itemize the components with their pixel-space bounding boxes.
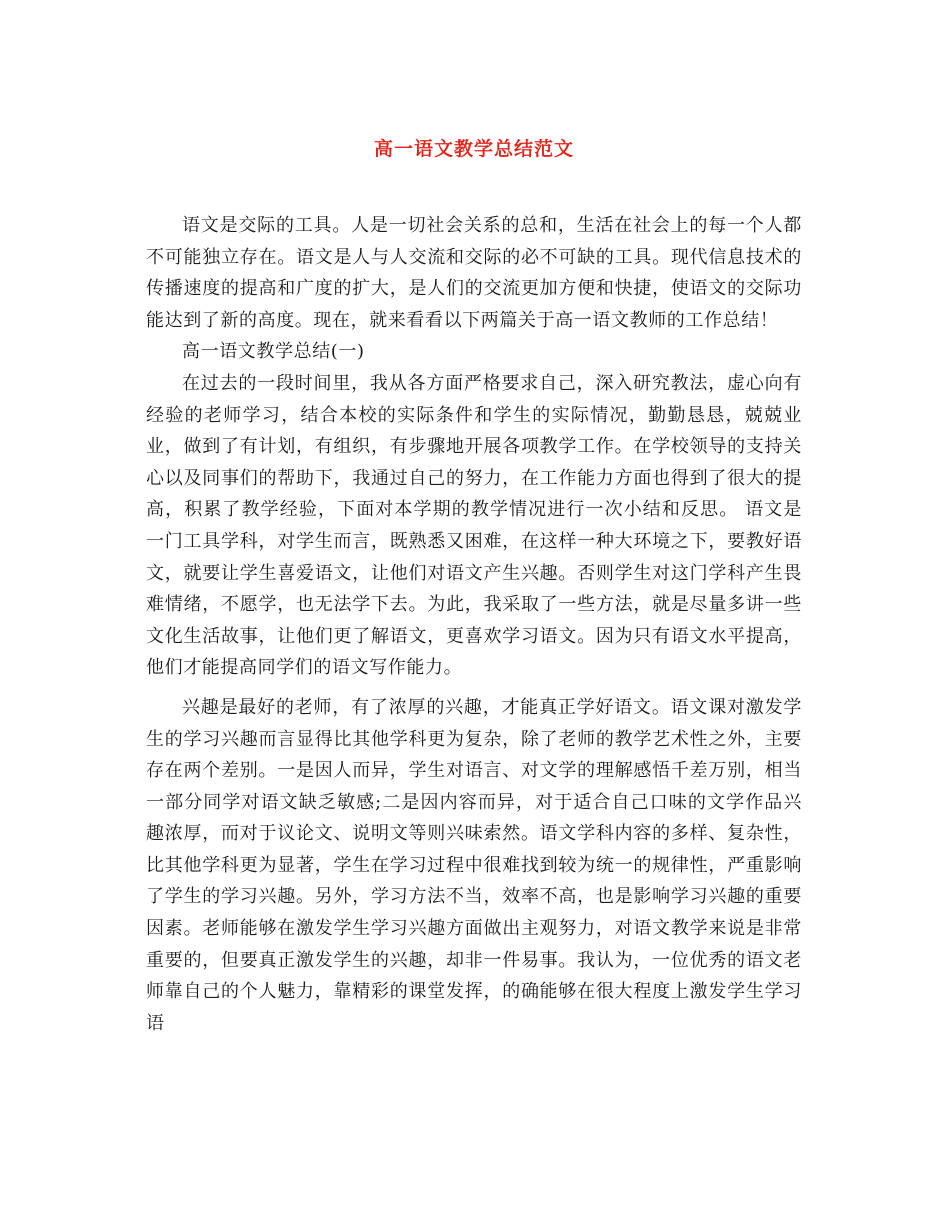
document-title: 高一语文教学总结范文 — [373, 138, 574, 160]
body-paragraph-1: 在过去的一段时间里，我从各方面严格要求自己，深入研究教法，虚心向有经验的老师学习，结合本校的实际条件和学生的实际情况，勤勤恳恳，兢兢业业，做到了有计划，有组织，有步骤地开展各项教学工作。在学校领导的支持关心以及同事们的帮助下，我通过自己的努力，在工作能力方面也得到了很大的提高，积累了教学经验，下面对本学期的教学情况进行一次小结和反思。 语文是一门工具学科，对学生而言，既熟悉又困难，在这样一种大环境之下，要教好语文，就要让学生喜爱语文，让他们对语文产生兴趣。否则学生对这门学科产生畏难情绪，不愿学，也无法学下去。为此，我采取了一些方法，就是尽量多讲一些文化生活故事，让他们更了解语文，更喜欢学习语文。因为只有语文水平提高，他们才能提高同学们的语文写作能力。 — [146, 372, 802, 679]
section-heading: 高一语文教学总结(一) — [182, 341, 365, 363]
document-page — [146, 136, 802, 1039]
body-paragraph-2: 兴趣是最好的老师，有了浓厚的兴趣，才能真正学好语文。语文课对激发学生的学习兴趣而言显得比其他学科更为复杂，除了老师的教学艺术性之外，主要存在两个差别。一是因人而异，学生对语言、对文学的理解感悟千差万别，相当一部分同学对语文缺乏敏感;二是因内容而异，对于适合自己口味的文学作品兴趣浓厚，而对于议论文、说明文等则兴味索然。语文学科内容的多样、复杂性，比其他学科更为显著，学生在学习过程中很难找到较为统一的规律性，严重影响了学生的学习兴趣。另外，学习方法不当，效率不高，也是影响学习兴趣的重要因素。老师能够在激发学生学习兴趣方面做出主观努力，对语文教学来说是非常重要的，但要真正激发学生的兴趣，却非一件易事。我认为，一位优秀的语文老师靠自己的个人魅力，靠精彩的课堂发挥，的确能够在很大程度上激发学生学习语 — [146, 696, 802, 1034]
intro-paragraph: 语文是交际的工具。人是一切社会关系的总和，生活在社会上的每一个人都不可能独立存在。语文是人与人交流和交际的必不可缺的工具。现代信息技术的传播速度的提高和广度的扩大，是人们的交流更加方便和快捷，使语文的交际功能达到了新的高度。现在，就来看看以下两篇关于高一语文教师的工作总结！ — [146, 215, 802, 331]
